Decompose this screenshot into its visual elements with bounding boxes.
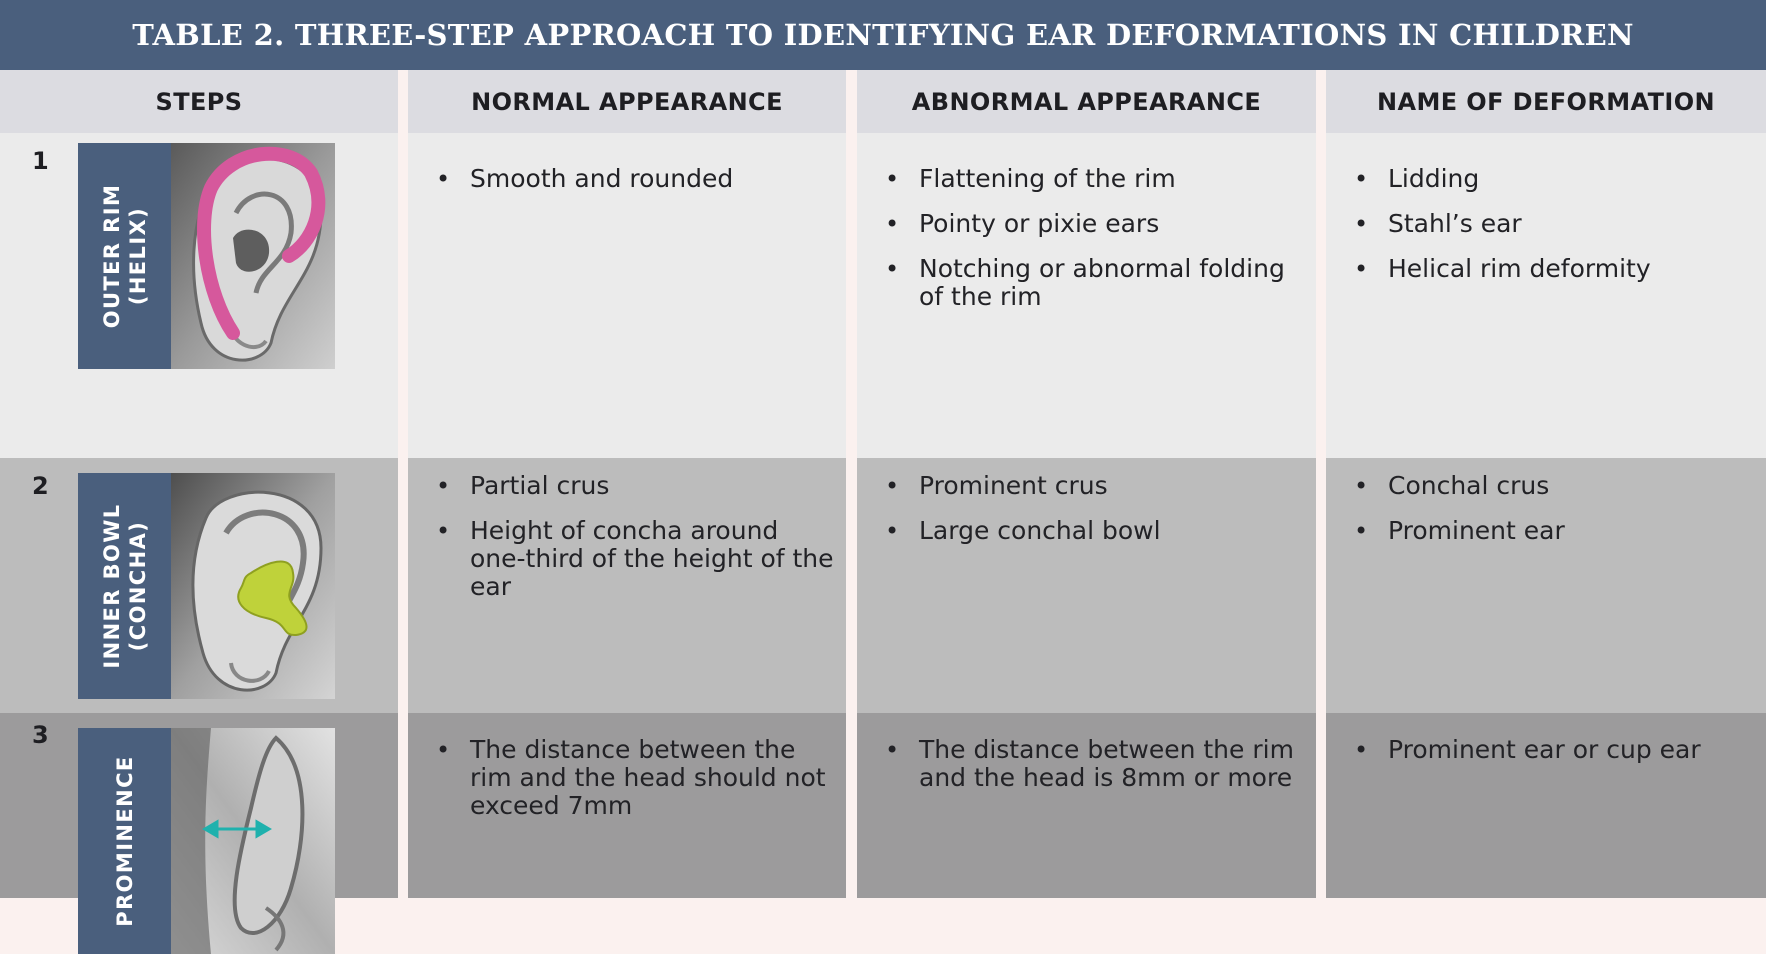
list-item: • Partial crus [434,472,836,500]
normal-column [408,70,846,898]
step-label-prominence [78,728,171,954]
steps-cell-row-2 [0,458,398,713]
step-label-line: (HELIX) [125,206,150,306]
abnormal-cell-row-2 [857,458,1316,713]
name-cell-row-1 [1326,133,1766,458]
list-item: • Helical rim deformity [1352,255,1756,283]
table-title: TABLE 2. THREE-STEP APPROACH TO IDENTIFYING EAR DEFORMATIONS IN CHILDREN [132,18,1634,52]
abnormal-list-row-3 [883,736,1306,809]
header-steps [0,70,398,133]
list-item: • Prominent ear [1352,517,1756,545]
list-item: • Lidding [1352,165,1756,193]
ear-helix-image [171,143,335,369]
steps-column [0,70,398,927]
abnormal-column [857,70,1316,898]
step-label-line: PROMINENCE [112,755,137,927]
list-item: • Pointy or pixie ears [883,210,1306,238]
steps-cell-row-3 [0,713,398,927]
name-list-row-3 [1352,736,1756,781]
list-item: • Stahl’s ear [1352,210,1756,238]
abnormal-list-row-1 [883,165,1306,328]
normal-cell-row-1 [408,133,846,458]
step-label-outer-rim [78,143,171,369]
step-label-inner-bowl [78,473,171,699]
name-cell-row-3 [1326,713,1766,898]
steps-cell-row-1 [0,133,398,458]
header-normal-label: NORMAL APPEARANCE [471,87,783,116]
header-steps-label: STEPS [155,87,243,116]
normal-list-row-2 [434,472,836,618]
list-item: • Prominent ear or cup ear [1352,736,1756,764]
row-number: 2 [32,472,49,500]
abnormal-cell-row-1 [857,133,1316,458]
normal-cell-row-3 [408,713,846,898]
list-item: • Height of concha around one-third of the height of the ear [434,517,836,601]
name-cell-row-2 [1326,458,1766,713]
list-item: • Flattening of the rim [883,165,1306,193]
list-item: • Large conchal bowl [883,517,1306,545]
ear-concha-image [171,473,335,699]
step-label-line: INNER BOWL [99,503,124,669]
list-item: • Notching or abnormal folding of the rim [883,255,1306,311]
header-name [1326,70,1766,133]
abnormal-list-row-2 [883,472,1306,562]
list-item: • The distance between the rim and the head should not exceed 7mm [434,736,836,820]
normal-list-row-1 [434,165,836,210]
header-name-label: NAME OF DEFORMATION [1376,87,1716,116]
list-item: • The distance between the rim and the head is 8mm or more [883,736,1306,792]
header-normal [408,70,846,133]
name-list-row-2 [1352,472,1756,562]
list-item: • Conchal crus [1352,472,1756,500]
normal-list-row-3 [434,736,836,837]
normal-cell-row-2 [408,458,846,713]
table-title-bar [0,0,1766,70]
abnormal-cell-row-3 [857,713,1316,898]
header-abnormal [857,70,1316,133]
row-number: 3 [32,721,49,749]
header-abnormal-label: ABNORMAL APPEARANCE [911,87,1262,116]
list-item: • Prominent crus [883,472,1306,500]
list-item: • Smooth and rounded [434,165,836,193]
step-label-line: (CONCHA) [125,520,150,652]
step-label-line: OUTER RIM [99,183,124,329]
ear-prominence-image [171,728,335,954]
row-number: 1 [32,147,49,175]
name-list-row-1 [1352,165,1756,300]
name-column [1326,70,1766,898]
